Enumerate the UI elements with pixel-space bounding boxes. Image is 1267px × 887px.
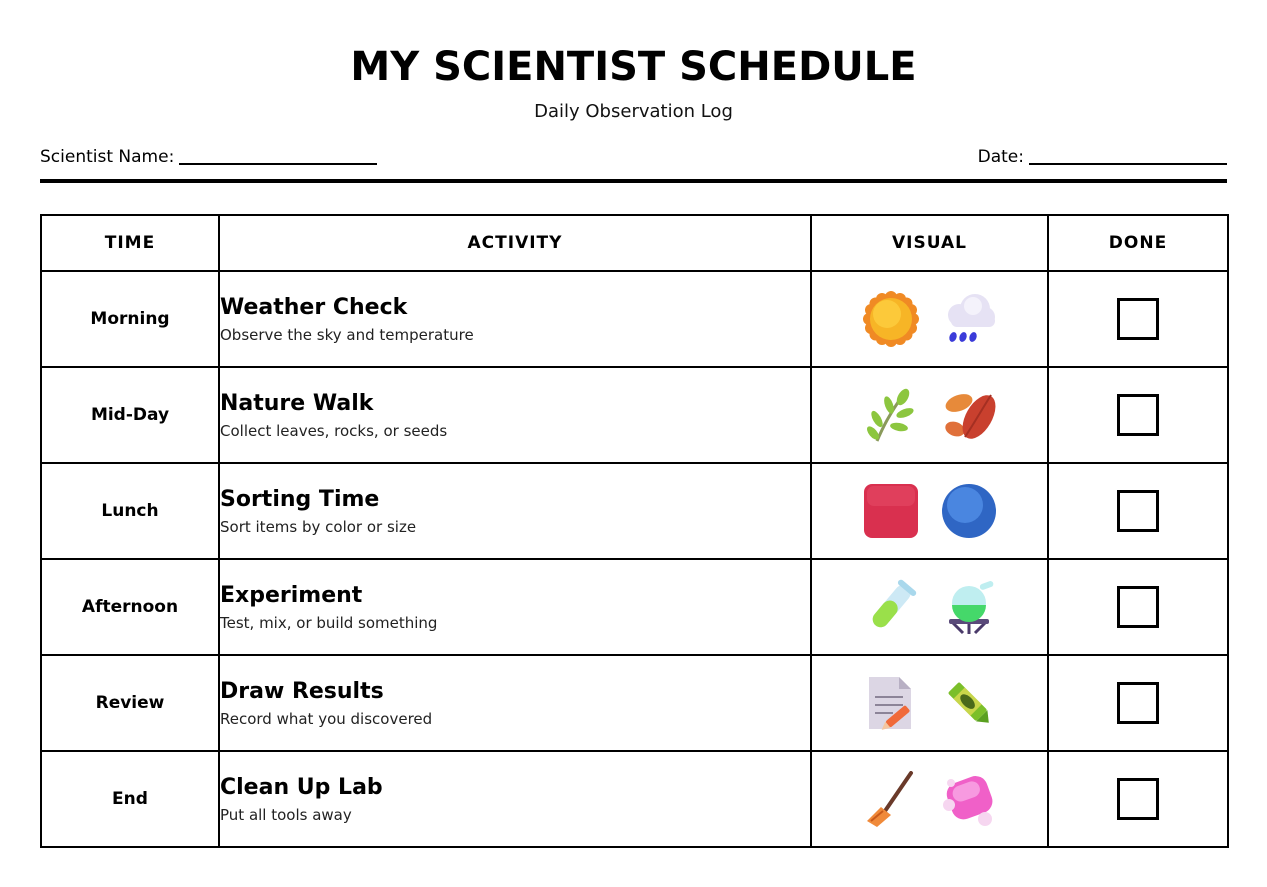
- activity-cell: [219, 559, 811, 655]
- visual-cell: [811, 463, 1048, 559]
- time-cell: Review: [41, 655, 219, 751]
- done-checkbox[interactable]: [1117, 682, 1159, 724]
- visual-cell: [811, 271, 1048, 367]
- done-cell: [1048, 655, 1228, 751]
- rain-cloud-icon: [941, 291, 997, 347]
- activity-cell: [219, 463, 811, 559]
- memo-icon: [863, 675, 919, 731]
- activity-description: Record what you discovered: [220, 710, 433, 728]
- date-blank[interactable]: [1029, 163, 1227, 165]
- date-label: Date:: [977, 147, 1024, 167]
- activity-cell: [219, 751, 811, 847]
- time-cell: Morning: [41, 271, 219, 367]
- done-cell: [1048, 559, 1228, 655]
- activity-title: Weather Check: [220, 295, 408, 320]
- activity-description: Sort items by color or size: [220, 518, 417, 536]
- activity-description: Test, mix, or build something: [220, 614, 438, 632]
- activity-title: Clean Up Lab: [220, 775, 383, 800]
- table-row: [41, 367, 1228, 463]
- header-divider: [40, 179, 1227, 183]
- column-header-time: TIME: [41, 215, 219, 271]
- visual-cell: [811, 367, 1048, 463]
- page-title: MY SCIENTIST SCHEDULE: [350, 44, 917, 90]
- visual-cell: [811, 655, 1048, 751]
- done-checkbox[interactable]: [1117, 490, 1159, 532]
- column-header-visual: VISUAL: [811, 215, 1048, 271]
- time-cell: Lunch: [41, 463, 219, 559]
- done-checkbox[interactable]: [1117, 586, 1159, 628]
- activity-title: Experiment: [220, 583, 363, 608]
- activity-cell: [219, 655, 811, 751]
- soap-icon: [941, 771, 997, 827]
- done-checkbox[interactable]: [1117, 778, 1159, 820]
- flask-icon: [941, 579, 997, 635]
- done-cell: [1048, 463, 1228, 559]
- sun-icon: [863, 291, 919, 347]
- crayon-icon: [941, 675, 997, 731]
- visual-cell: [811, 559, 1048, 655]
- time-cell: Afternoon: [41, 559, 219, 655]
- column-header-activity: ACTIVITY: [219, 215, 811, 271]
- red-square-icon: [863, 483, 919, 539]
- scientist-name-field[interactable]: [40, 147, 377, 167]
- time-cell: End: [41, 751, 219, 847]
- table-row: [41, 559, 1228, 655]
- time-cell: Mid-Day: [41, 367, 219, 463]
- activity-cell: [219, 367, 811, 463]
- done-cell: [1048, 271, 1228, 367]
- table-row: [41, 655, 1228, 751]
- activity-cell: [219, 271, 811, 367]
- blue-circle-icon: [941, 483, 997, 539]
- table-header-row: [41, 215, 1228, 271]
- broom-icon: [863, 771, 919, 827]
- visual-cell: [811, 751, 1048, 847]
- scientist-name-label: Scientist Name:: [40, 147, 175, 167]
- activity-title: Sorting Time: [220, 487, 380, 512]
- activity-title: Draw Results: [220, 679, 384, 704]
- done-checkbox[interactable]: [1117, 394, 1159, 436]
- column-header-done: DONE: [1048, 215, 1228, 271]
- table-row: [41, 751, 1228, 847]
- page-subtitle: Daily Observation Log: [534, 101, 733, 122]
- table-row: [41, 271, 1228, 367]
- scientist-name-blank[interactable]: [179, 163, 377, 165]
- activity-description: Observe the sky and temperature: [220, 326, 474, 344]
- activity-title: Nature Walk: [220, 391, 374, 416]
- date-field[interactable]: [978, 147, 1227, 167]
- table-row: [41, 463, 1228, 559]
- herb-icon: [863, 387, 919, 443]
- activity-description: Put all tools away: [220, 806, 352, 824]
- schedule-table: [40, 214, 1229, 848]
- done-cell: [1048, 751, 1228, 847]
- done-checkbox[interactable]: [1117, 298, 1159, 340]
- test-tube-icon: [863, 579, 919, 635]
- done-cell: [1048, 367, 1228, 463]
- fallen-leaf-icon: [941, 387, 997, 443]
- activity-description: Collect leaves, rocks, or seeds: [220, 422, 448, 440]
